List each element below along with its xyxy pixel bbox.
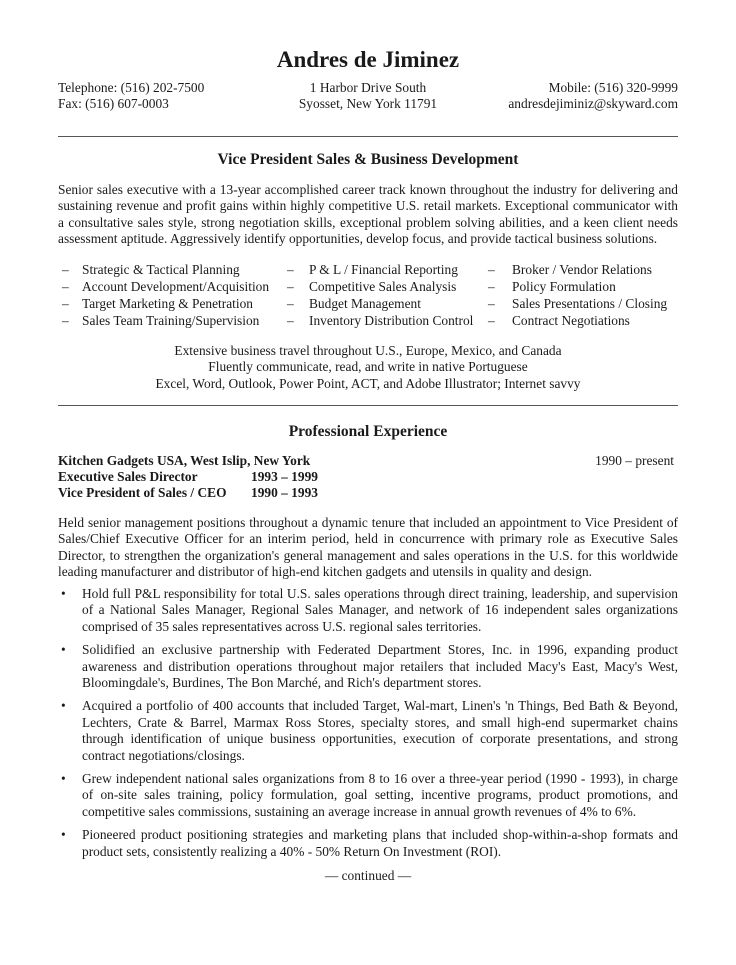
- list-item: [58, 827, 678, 860]
- bullet-icon: •: [61, 586, 66, 601]
- dash-icon: –: [62, 296, 69, 311]
- fax: Fax: (516) 607-0003: [58, 96, 169, 111]
- skill-item: Budget Management: [309, 296, 421, 311]
- experience-title: Professional Experience: [288, 423, 448, 440]
- bullet-text: Hold full P&L responsibility for total U.S. sales operations through direct training, leadership, and supervision of a National Sales Manager, Regional Sales Manager, and network of 16 independent sales organizations comprised of 35 sales representatives across U.S. regional sales territories.: [82, 586, 678, 634]
- bullet-icon: •: [61, 698, 66, 714]
- telephone: Telephone: (516) 202-7500: [58, 80, 205, 95]
- resume-name: Andres de Jiminez: [276, 47, 460, 72]
- dash-icon: –: [62, 313, 69, 328]
- address-line-2: Syosset, New York 11791: [298, 96, 438, 111]
- skill-item: Competitive Sales Analysis: [309, 279, 457, 294]
- divider: [58, 136, 678, 137]
- list-item: [58, 642, 678, 691]
- skills-row: [58, 296, 678, 313]
- bullet-text: Grew independent national sales organizations from 8 to 16 over a three-year period (1990 - 1993), in charge of on-site sales training, policy formulation, goal setting, incentive programs, product promotions, and competitive sales commissions, sustaining an average increase in annual growth revenues of 4% to 6%.: [82, 771, 678, 819]
- dash-icon: –: [287, 313, 294, 328]
- dash-icon: –: [62, 262, 69, 277]
- company-dates: 1990 – present: [595, 453, 674, 468]
- bullet-text: Acquired a portfolio of 400 accounts that included Target, Wal-mart, Linen's 'n Things, Bed Bath & Beyond, Lechters, Crate & Barrel, Marmax Ross Stores, specialty stores, and small high-end supermarket chains through identification of unique business opportunities, execution of corporate presentations, and strong contract negotiations/closings.: [82, 698, 678, 763]
- dash-icon: –: [287, 262, 294, 277]
- dash-icon: –: [62, 279, 69, 294]
- mobile: Mobile: (516) 320-9999: [548, 80, 678, 95]
- bullet-icon: •: [61, 827, 66, 843]
- skills-row: [58, 313, 678, 330]
- skill-item: Inventory Distribution Control: [309, 313, 474, 328]
- dash-icon: –: [488, 313, 495, 328]
- skills-row: [58, 262, 678, 279]
- list-item: [58, 771, 678, 820]
- contact-right: [508, 80, 678, 112]
- bullet-icon: •: [61, 771, 66, 787]
- address-line-1: 1 Harbor Drive South: [309, 80, 427, 95]
- job-header: [58, 453, 678, 501]
- role-dates: 1990 – 1993: [251, 485, 318, 500]
- extra-language: Fluently communicate, read, and write in native Portuguese: [208, 359, 528, 375]
- skill-item: P & L / Financial Reporting: [309, 262, 458, 277]
- achievement-list: [58, 586, 678, 867]
- list-item: [58, 698, 678, 764]
- dash-icon: –: [488, 279, 495, 294]
- list-item: [58, 586, 678, 635]
- profile-summary: Senior sales executive with a 13-year accomplished career track known throughout the industry for delivering and sustaining revenue and profit gains within highly competitive U.S. retail markets. Exceptional communicator with a consultative sales style, strong negotiation skills, exceptional problem solving abilities, and a keen client needs assessment aptitude. Aggressively identify opportunities, develop focus, and provide tactical business solutions.: [58, 182, 678, 247]
- skills-row: [58, 279, 678, 296]
- skill-item: Policy Formulation: [512, 279, 616, 294]
- dash-icon: –: [488, 262, 495, 277]
- email: andresdejiminiz@skyward.com: [508, 96, 678, 111]
- extra-travel: Extensive business travel throughout U.S., Europe, Mexico, and Canada: [174, 343, 562, 358]
- role-dates: 1993 – 1999: [251, 469, 318, 484]
- bullet-text: Solidified an exclusive partnership with Federated Department Stores, Inc. in 1996, expanding product awareness and distribution operations throughout major retailers that included Macy's East, Macy's West, Bloomingdale's, Burdines, The Bon Marché, and Rich's department stores.: [82, 642, 678, 691]
- experience-description: Held senior management positions throughout a dynamic tenure that included an appointment to Vice President of Sales/Chief Executive Officer for an interim period, held in concurrence with primary role as Executive Sales Director, to strengthen the organization's general management and sales operations in the U.S. for this worldwide leading manufacturer and distributor of high-end kitchen gadgets and utensils in quality and design.: [58, 515, 678, 580]
- skill-item: Account Development/Acquisition: [82, 279, 270, 294]
- dash-icon: –: [287, 279, 294, 294]
- skill-item: Broker / Vendor Relations: [512, 262, 652, 277]
- extras: [0, 343, 736, 392]
- continued-note: — continued —: [324, 868, 412, 883]
- divider: [58, 405, 678, 406]
- skills-grid: [58, 262, 678, 330]
- company: Kitchen Gadgets USA, West Islip, New York: [58, 453, 311, 468]
- role-title: Vice President of Sales / CEO: [58, 485, 227, 500]
- role-title: Executive Sales Director: [58, 469, 198, 484]
- skill-item: Contract Negotiations: [512, 313, 630, 328]
- skill-item: Target Marketing & Penetration: [82, 296, 253, 311]
- dash-icon: –: [488, 296, 495, 311]
- bullet-text: Pioneered product positioning strategies and marketing plans that included shop-within-a-shop formats and product sets, consistently realizing a 40% - 50% Return On Investment (ROI).: [82, 827, 678, 859]
- dash-icon: –: [287, 296, 294, 311]
- bullet-icon: •: [61, 642, 66, 658]
- skill-item: Sales Presentations / Closing: [512, 296, 668, 311]
- profile-title: Vice President Sales & Business Development: [217, 151, 519, 168]
- skill-item: Sales Team Training/Supervision: [82, 313, 260, 328]
- skill-item: Strategic & Tactical Planning: [82, 262, 240, 277]
- extra-software: Excel, Word, Outlook, Power Point, ACT, and Adobe Illustrator; Internet savvy: [155, 375, 581, 391]
